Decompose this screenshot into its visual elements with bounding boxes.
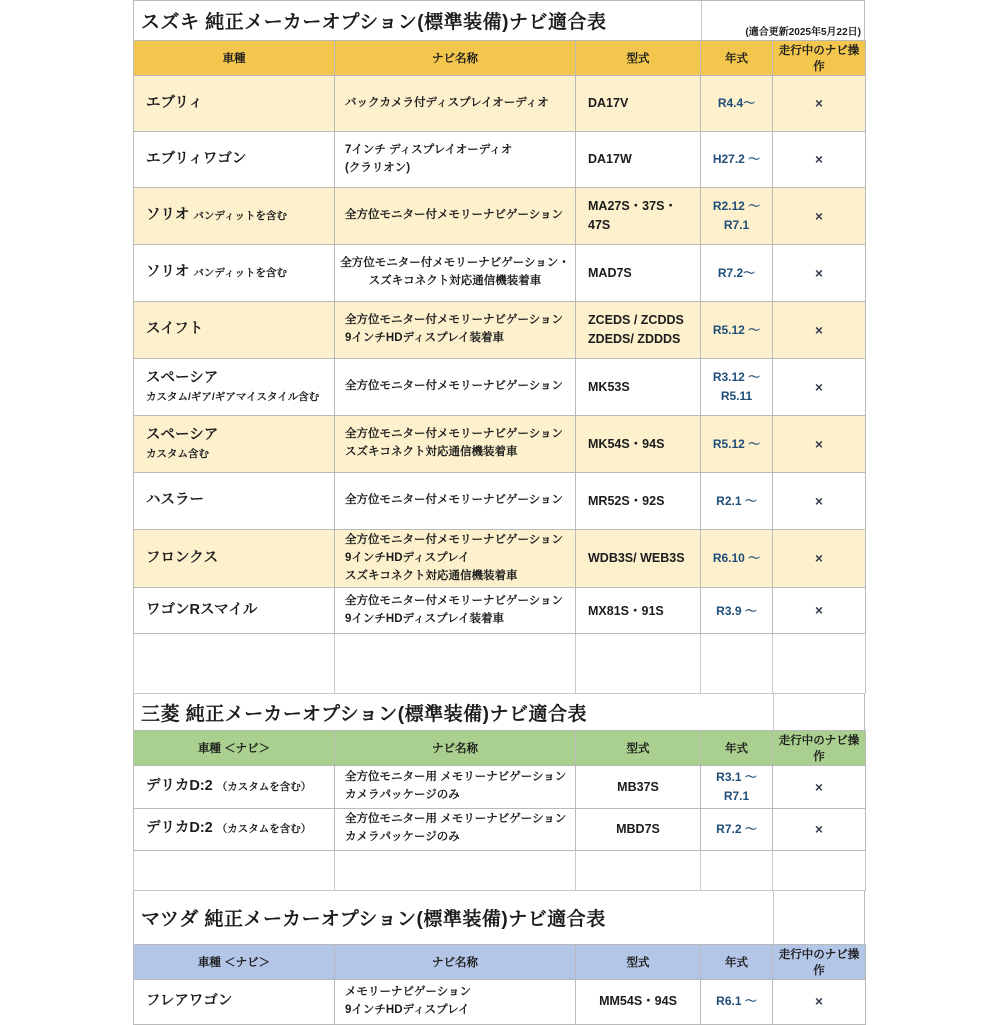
model-code-cell: WDB3S/ WEB3S bbox=[576, 530, 701, 588]
model-code-cell: MA27S・37S・47S bbox=[576, 188, 701, 245]
vehicle-sub-label: カスタム含む bbox=[146, 448, 209, 461]
vehicle-name: エブリィワゴン bbox=[146, 150, 247, 167]
model-code-cell: MM54S・94S bbox=[576, 979, 701, 1024]
vehicle-cell bbox=[134, 808, 335, 850]
vehicle-cell bbox=[134, 766, 335, 808]
model-code-cell: MK54S・94S bbox=[576, 416, 701, 473]
navi-name-cell: 全方位モニター付メモリーナビゲーション スズキコネクト対応通信機装着車 bbox=[335, 416, 576, 473]
table-row bbox=[134, 416, 866, 473]
mitsubishi-section-title: 三菱 純正メーカーオプション(標準装備)ナビ適合表 bbox=[141, 703, 587, 725]
year-range-cell: R4.4～ bbox=[701, 76, 773, 132]
vehicle-name: スペーシア bbox=[146, 370, 219, 386]
driving-operation-cell: × bbox=[773, 979, 866, 1024]
column-header: 型式 bbox=[576, 41, 701, 76]
driving-operation-cell: × bbox=[773, 132, 866, 188]
navi-name-cell: 全方位モニター付メモリーナビゲーション・ スズキコネクト対応通信機装着車 bbox=[335, 245, 576, 302]
vehicle-cell bbox=[134, 359, 335, 416]
empty-cell bbox=[335, 634, 576, 694]
mitsubishi-table-body bbox=[134, 766, 866, 890]
driving-operation-cell: × bbox=[773, 245, 866, 302]
vehicle-sub-label: （カスタムを含む） bbox=[216, 781, 312, 794]
empty-cell bbox=[773, 634, 866, 694]
driving-operation-cell: × bbox=[773, 188, 866, 245]
title-cell-divider bbox=[773, 694, 774, 730]
vehicle-cell bbox=[134, 530, 335, 588]
column-header: 年式 bbox=[701, 944, 773, 979]
table-row bbox=[134, 979, 866, 1024]
suzuki-title-row bbox=[133, 0, 865, 40]
vehicle-name: ソリオ bbox=[146, 264, 190, 281]
column-header: ナビ名称 bbox=[335, 944, 576, 979]
year-range-cell: R7.2 ～ bbox=[701, 808, 773, 850]
vehicle-sub-label: バンディットを含む bbox=[193, 210, 288, 223]
vehicle-sub-label: カスタム/ギア/ギアマイスタイル含む bbox=[146, 391, 320, 404]
table-row bbox=[134, 766, 866, 808]
mazda-table bbox=[133, 944, 866, 1025]
empty-row bbox=[134, 850, 866, 890]
vehicle-cell bbox=[134, 132, 335, 188]
update-date-label: (適合更新2025年5月22日) bbox=[745, 27, 861, 38]
vehicle-cell bbox=[134, 76, 335, 132]
year-range-cell: R6.1 ～ bbox=[701, 979, 773, 1024]
empty-cell bbox=[134, 850, 335, 890]
vehicle-cell bbox=[134, 588, 335, 634]
year-range-cell: R6.10 ～ bbox=[701, 530, 773, 588]
table-row bbox=[134, 530, 866, 588]
year-range-cell: H27.2 ～ bbox=[701, 132, 773, 188]
table-row bbox=[134, 302, 866, 359]
empty-cell bbox=[701, 850, 773, 890]
column-header: ナビ名称 bbox=[335, 41, 576, 76]
vehicle-name: エブリィ bbox=[146, 94, 203, 111]
year-range-cell: R2.1 ～ bbox=[701, 473, 773, 530]
vehicle-name: デリカD:2 bbox=[146, 778, 213, 795]
navi-name-cell: 7インチ ディスプレイオーディオ (クラリオン) bbox=[335, 132, 576, 188]
mazda-section bbox=[133, 891, 865, 1025]
column-header: 車種 bbox=[134, 41, 335, 76]
model-code-cell: MBD7S bbox=[576, 808, 701, 850]
year-range-cell: R5.12 ～ bbox=[701, 302, 773, 359]
column-header: 走行中のナビ操作 bbox=[773, 944, 866, 979]
driving-operation-cell: × bbox=[773, 530, 866, 588]
mitsubishi-title-row bbox=[133, 694, 865, 730]
model-code-cell: MK53S bbox=[576, 359, 701, 416]
empty-row bbox=[134, 634, 866, 694]
column-header: 年式 bbox=[701, 41, 773, 76]
vehicle-cell bbox=[134, 302, 335, 359]
vehicle-name: ハスラー bbox=[146, 492, 204, 509]
title-cell-divider bbox=[701, 1, 702, 40]
vehicle-name: デリカD:2 bbox=[146, 820, 213, 837]
year-range-cell: R3.12 ～ R5.11 bbox=[701, 359, 773, 416]
mitsubishi-table-header bbox=[134, 731, 866, 766]
model-code-cell: MX81S・91S bbox=[576, 588, 701, 634]
navi-name-cell: 全方位モニター付メモリーナビゲーション 9インチHDディスプレイ スズキコネクト対応通信機装着車 bbox=[335, 530, 576, 588]
navi-name-cell: バックカメラ付ディスプレイオーディオ bbox=[335, 76, 576, 132]
model-code-cell: DA17W bbox=[576, 132, 701, 188]
column-header: 車種 ＜ナビ＞ bbox=[134, 731, 335, 766]
suzuki-section bbox=[133, 0, 865, 694]
driving-operation-cell: × bbox=[773, 473, 866, 530]
column-header: 型式 bbox=[576, 944, 701, 979]
vehicle-cell bbox=[134, 473, 335, 530]
table-row bbox=[134, 808, 866, 850]
driving-operation-cell: × bbox=[773, 766, 866, 808]
driving-operation-cell: × bbox=[773, 302, 866, 359]
table-row bbox=[134, 188, 866, 245]
year-range-cell: R2.12 ～ R7.1 bbox=[701, 188, 773, 245]
column-header: 型式 bbox=[576, 731, 701, 766]
model-code-cell: MB37S bbox=[576, 766, 701, 808]
navi-name-cell: 全方位モニター付メモリーナビゲーション bbox=[335, 473, 576, 530]
empty-cell bbox=[701, 634, 773, 694]
vehicle-sub-label: バンディットを含む bbox=[193, 267, 288, 280]
suzuki-table-header bbox=[134, 41, 866, 76]
vehicle-name: ソリオ bbox=[146, 207, 190, 224]
mazda-section-title: マツダ 純正メーカーオプション(標準装備)ナビ適合表 bbox=[141, 908, 606, 930]
table-row bbox=[134, 245, 866, 302]
column-header: 年式 bbox=[701, 731, 773, 766]
navi-name-cell: 全方位モニター付メモリーナビゲーション 9インチHDディスプレイ装着車 bbox=[335, 588, 576, 634]
empty-cell bbox=[576, 634, 701, 694]
column-header: 車種 ＜ナビ＞ bbox=[134, 944, 335, 979]
vehicle-cell bbox=[134, 416, 335, 473]
suzuki-table-body bbox=[134, 76, 866, 694]
mitsubishi-section bbox=[133, 694, 865, 890]
vehicle-name: フロンクス bbox=[146, 550, 219, 567]
empty-cell bbox=[773, 850, 866, 890]
vehicle-cell bbox=[134, 188, 335, 245]
model-code-cell: MR52S・92S bbox=[576, 473, 701, 530]
year-range-cell: R5.12 ～ bbox=[701, 416, 773, 473]
driving-operation-cell: × bbox=[773, 588, 866, 634]
navi-name-cell: 全方位モニター付メモリーナビゲーション bbox=[335, 359, 576, 416]
driving-operation-cell: × bbox=[773, 76, 866, 132]
table-row bbox=[134, 132, 866, 188]
model-code-cell: DA17V bbox=[576, 76, 701, 132]
vehicle-name: スペーシア bbox=[146, 427, 219, 443]
mazda-table-header bbox=[134, 944, 866, 979]
driving-operation-cell: × bbox=[773, 808, 866, 850]
navi-name-cell: 全方位モニター用 メモリーナビゲーション カメラパッケージのみ bbox=[335, 766, 576, 808]
table-row bbox=[134, 473, 866, 530]
table-row bbox=[134, 588, 866, 634]
navi-name-cell: メモリーナビゲーション 9インチHDディスプレイ bbox=[335, 979, 576, 1024]
mazda-title-row bbox=[133, 891, 865, 944]
vehicle-cell bbox=[134, 979, 335, 1024]
table-row bbox=[134, 359, 866, 416]
navi-name-cell: 全方位モニター用 メモリーナビゲーション カメラパッケージのみ bbox=[335, 808, 576, 850]
empty-cell bbox=[335, 850, 576, 890]
driving-operation-cell: × bbox=[773, 359, 866, 416]
suzuki-table bbox=[133, 40, 866, 694]
model-code-cell: MAD7S bbox=[576, 245, 701, 302]
table-row bbox=[134, 76, 866, 132]
title-cell-divider bbox=[773, 891, 774, 944]
compatibility-sheet bbox=[133, 0, 865, 1025]
vehicle-cell bbox=[134, 245, 335, 302]
column-header: ナビ名称 bbox=[335, 731, 576, 766]
mazda-table-body bbox=[134, 979, 866, 1024]
column-header: 走行中のナビ操作 bbox=[773, 731, 866, 766]
empty-cell bbox=[134, 634, 335, 694]
empty-cell bbox=[576, 850, 701, 890]
navi-name-cell: 全方位モニター付メモリーナビゲーション 9インチHDディスプレイ装着車 bbox=[335, 302, 576, 359]
year-range-cell: R3.9 ～ bbox=[701, 588, 773, 634]
column-header: 走行中のナビ操作 bbox=[773, 41, 866, 76]
year-range-cell: R3.1 ～ R7.1 bbox=[701, 766, 773, 808]
vehicle-name: フレアワゴン bbox=[146, 992, 233, 1009]
model-code-cell: ZCEDS / ZCDDS ZDEDS/ ZDDDS bbox=[576, 302, 701, 359]
mitsubishi-table bbox=[133, 730, 866, 890]
navi-name-cell: 全方位モニター付メモリーナビゲーション bbox=[335, 188, 576, 245]
year-range-cell: R7.2～ bbox=[701, 245, 773, 302]
driving-operation-cell: × bbox=[773, 416, 866, 473]
vehicle-name: ワゴンRスマイル bbox=[146, 602, 258, 619]
suzuki-section-title: スズキ 純正メーカーオプション(標準装備)ナビ適合表 bbox=[141, 12, 607, 33]
vehicle-sub-label: （カスタムを含む） bbox=[216, 823, 312, 836]
vehicle-name: スイフト bbox=[146, 321, 204, 338]
